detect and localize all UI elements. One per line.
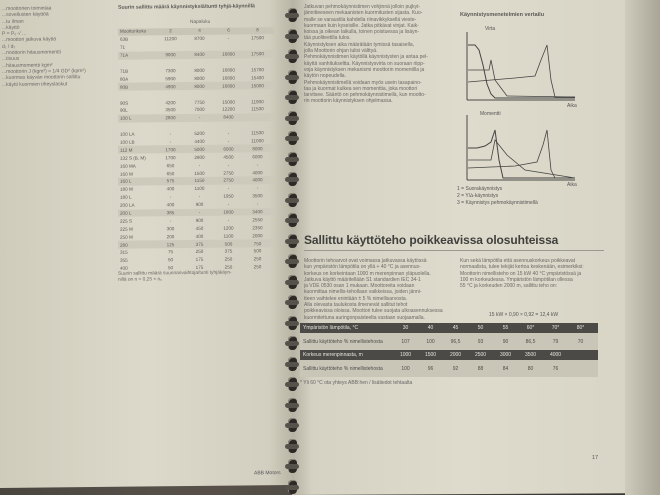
table-cell: 4200 <box>165 99 176 105</box>
table-cell: 250 <box>224 264 233 270</box>
text-line: ...kuormas käyvän moottorin sallittu <box>2 74 81 82</box>
table-cell: 1200 <box>223 225 234 231</box>
table-cell: 76 <box>552 365 559 372</box>
binding-coil <box>285 136 299 141</box>
table-cell: 16800 <box>222 67 235 73</box>
table-cell: 2900 <box>194 154 205 160</box>
table-cell: 70 <box>577 338 584 345</box>
table-cell: 750 <box>253 240 262 246</box>
table-cell: 90S <box>120 100 129 106</box>
table-cell: 1100 <box>223 233 234 239</box>
table-cell: 650 <box>166 170 175 176</box>
table-cell: 250 <box>253 256 262 262</box>
text-line: Moottorin tehoarvot ovat voimassa jatkuvassa käytössä <box>304 258 427 264</box>
table-cell: 100 <box>426 338 435 345</box>
alt-row-label: Sallittu käyttöteho % nimellistehosta <box>303 365 383 372</box>
intro-text <box>304 4 452 105</box>
table-col-label: Moottorikoko <box>120 28 147 34</box>
table-cell: 6000 <box>252 154 263 160</box>
table-cell: 7750 <box>194 99 205 105</box>
table-cell: 250 <box>224 256 233 263</box>
table-cell: 400 <box>195 233 204 239</box>
chart-bottom-ylabel: Momentti <box>480 111 501 117</box>
table-cell: 2800 <box>165 115 176 121</box>
text-line: tarvitsee. Sääntö on pehmokäynnistimellä, kun mootto- <box>304 92 426 99</box>
text-line: Alla olevasta taulukosta ilmenevät sallitut tehot <box>304 302 408 309</box>
table-cell: 17500 <box>251 35 264 41</box>
table-cell: 3500 <box>165 107 176 113</box>
table-cell: 575 <box>166 178 175 184</box>
binding-coil <box>285 300 299 305</box>
table-cell: 71B <box>120 68 129 74</box>
table-cell: 315 <box>120 250 128 256</box>
curve-stardelta-current <box>468 60 575 97</box>
table-cell: 16800 <box>222 83 235 89</box>
table-cell: 125 <box>166 241 175 247</box>
table-cell: 30 <box>402 325 409 331</box>
table-cell: 375 <box>195 241 204 247</box>
binding-coil <box>285 341 299 346</box>
table-cell: 3500 <box>252 193 263 199</box>
table-cell: 2500 <box>474 352 487 358</box>
table-cell: 2350 <box>252 225 263 231</box>
table-cell: 180 L <box>120 194 132 200</box>
table-cell: 1800 <box>223 209 234 215</box>
table-cell: 80 <box>527 365 534 372</box>
alt-columns <box>393 352 568 358</box>
table-cell: 200 LA <box>120 202 135 208</box>
table-cell: - <box>256 185 259 191</box>
alt-header-label: Korkeus merenpinnasta, m <box>303 352 363 358</box>
table-cell: 200 L <box>120 210 132 216</box>
table-cell: 4000 <box>252 169 263 175</box>
temp-row-label: Sallittu käyttöteho % nimellistehosta <box>303 338 383 345</box>
text-line: Pehmokäynnistimen käytöllä käynnistysten ja antaa pel- <box>304 54 428 61</box>
table-cell: 8700 <box>194 36 205 42</box>
table-cell: 8000 <box>194 83 205 89</box>
text-line: ...tisuus <box>2 56 20 63</box>
table-col-header: 8 <box>256 27 259 33</box>
table-body <box>118 34 274 272</box>
binding-coil <box>285 177 299 182</box>
table-cell: 70* <box>551 325 560 331</box>
table-cell: 1700 <box>165 147 176 153</box>
text-line: jännitteeseen mekaanisten kuormitusten sijasta. Kuo- <box>304 10 423 17</box>
table-cell: 88 <box>477 365 484 372</box>
table-cell: 96,5 <box>450 338 461 345</box>
table-cell: 355 <box>120 258 128 264</box>
table-cell: 400 <box>166 186 175 192</box>
table-cell: 5900 <box>165 76 176 82</box>
table-cell: - <box>198 209 201 215</box>
table-cell: 8000 <box>194 75 205 81</box>
table-cell: 2000 <box>449 352 462 358</box>
text-line: Jatkuva käyttö määritellään S1 standardien IEC 34-1 <box>304 276 421 283</box>
table-cell: - <box>198 194 201 200</box>
text-line: kun ympäristön lämpötila on yllä + 40 °C ja asennus- <box>304 264 421 271</box>
text-line: kuormaan kuin kyseisille. Jatka pitkävat vinjat. Kaik- <box>304 22 419 29</box>
table-cell: 400 <box>166 202 175 208</box>
table-cell: 50 <box>167 257 174 263</box>
binding-coil <box>285 95 299 100</box>
table-cell: 160 MA <box>120 163 136 169</box>
table-cell: 132 S (B, M) <box>120 155 146 161</box>
chart-legend-item: 3 = Käynnistys pehmokäynnistimellä <box>457 200 538 206</box>
table-cell: - <box>169 139 172 145</box>
text-line: 55 °C ja korkeuden 2000 m, sallittu teho on: <box>460 283 558 290</box>
table-cell: 11500 <box>251 106 264 112</box>
table-cell: 160 L <box>120 179 132 185</box>
chart-legend-item: 1 = Suorakäynnistys <box>457 186 503 192</box>
text-line: kuormittaa nimellis-tehollaan vaikkeissa, joiden jänni- <box>304 289 422 296</box>
table-cell: 40 <box>427 325 434 331</box>
table-cell: 50 <box>477 325 484 331</box>
next-page-edge <box>625 0 660 495</box>
text-line: Käynnistyksen aika määrätään tymissä tasaisella, <box>304 41 415 48</box>
table-cell: - <box>227 36 230 42</box>
table-cell: - <box>256 201 259 207</box>
binding-coil <box>285 54 299 59</box>
text-line: ...sovellusten käyttöä <box>2 11 49 19</box>
chart-title: Käynnistysmenetelmien vertailu <box>460 12 545 18</box>
table-col-header: 4 <box>198 27 201 33</box>
text-line: ...hitausmomentti kgm² <box>2 62 53 69</box>
conditions-text-right <box>460 258 600 289</box>
table-cell: 2750 <box>223 170 234 176</box>
table-cell: 3400 <box>252 209 263 215</box>
binding-coil <box>285 485 299 490</box>
binding-coil <box>285 259 299 264</box>
table-cell: 86,5 <box>525 338 536 345</box>
table-cell: 100 L <box>120 115 132 122</box>
table-group-header: Napaluku <box>190 19 211 26</box>
binding-coil <box>285 280 299 285</box>
text-line: Moottorin nimellisteho on 15 kW 40 °C ympäristössä ja <box>460 270 582 277</box>
text-line: ...tu ilman <box>2 18 24 25</box>
table-cell: 5000 <box>194 146 205 152</box>
text-line: ...käyttö <box>2 24 20 31</box>
table-cell: 1150 <box>194 178 205 184</box>
spiral-binding <box>282 0 302 495</box>
table-cell: 11500 <box>251 130 264 136</box>
table-footnote-line: Suurin sallittu määrä suunnanvaihtoja/tunti tyhjäkäyn- <box>118 270 232 277</box>
text-line: ...käytti kuormien tiheyslaskut <box>2 80 68 88</box>
table-cell: 1700 <box>165 154 176 161</box>
table-col-header: 2 <box>169 28 172 34</box>
temp-values-row <box>300 333 598 350</box>
table-cell: - <box>198 162 201 168</box>
binding-coil <box>285 444 299 449</box>
table-cell: 4000 <box>252 177 263 183</box>
table-cell: 100 <box>401 365 410 372</box>
table-cell: 1950 <box>223 193 234 199</box>
table-cell: 45 <box>452 325 459 331</box>
table-cell: 55 <box>502 325 509 331</box>
table-cell: 2550 <box>252 217 263 223</box>
table-cell: - <box>227 130 230 136</box>
table-cell: 4500 <box>223 154 234 160</box>
table-cell: 900 <box>195 217 204 223</box>
table-cell: 8400 <box>223 114 234 121</box>
binding-coil <box>285 362 299 367</box>
table-cell: 100 LA <box>120 131 135 137</box>
left-page <box>0 0 292 488</box>
table-cell: 96 <box>427 365 434 372</box>
table-cell: - <box>169 131 172 137</box>
table-cell: 1500 <box>424 352 437 358</box>
table-cell: 60* <box>526 325 535 331</box>
text-line: d₁ / d₂ <box>2 43 16 50</box>
table-cell: 15400 <box>251 75 264 81</box>
binding-coil <box>285 34 299 39</box>
table-cell: 300 <box>166 225 175 232</box>
table-cell: 385 <box>166 210 175 216</box>
table-cell: - <box>169 218 172 224</box>
binding-coil <box>285 75 299 80</box>
table-cell: 63B <box>120 37 129 43</box>
table-cell: - <box>227 162 230 168</box>
binding-coil <box>285 403 299 408</box>
start-frequency-table <box>118 27 274 272</box>
page-number: 17 <box>592 455 599 461</box>
alt-values-row <box>300 360 598 377</box>
text-line: taa ja kuormat kulkea sen momenttia, joka moottori <box>304 85 418 92</box>
derating-table <box>300 323 598 377</box>
table-cell: 15000 <box>251 83 264 89</box>
table-cell: - <box>169 194 172 200</box>
table-cell: 2000 <box>252 232 263 239</box>
section-divider <box>304 250 604 251</box>
table-cell: 12200 <box>222 106 235 113</box>
binding-coil <box>285 239 299 244</box>
text-line: tteen vaihtelee enintään ± 5 % nimellisarvosta. <box>304 295 408 302</box>
temp-columns <box>393 325 593 331</box>
curve-stardelta-torque <box>468 140 575 178</box>
text-line: poikkeavissa oloissa. Moottori tulee suojata ulkoasennuksessa <box>304 308 443 315</box>
text-line: ...moottorin J (kgm²) = 1/4 GD² (kpm²) <box>2 68 86 75</box>
table-cell: 100 LB <box>120 139 135 145</box>
text-line: tää puoliteetilla tulos. <box>304 35 351 42</box>
text-line: ...noottorin hitausmomentti <box>2 49 61 57</box>
text-line: ja VDE 0530 osan 1 mukaan. Moottoreita voidaan <box>304 283 415 290</box>
text-line: koissa ja oikean laikulla, toinen poistuessa ja lisäyn- <box>304 29 420 36</box>
table-cell: 90L <box>120 108 128 114</box>
text-line: Kun sekä lämpötila että asennuskorkeus poikkeavat <box>460 258 576 264</box>
table-note: * Yli 60 °C ota yhteys ABB:hen / lisätiedot tehtaalta <box>300 380 413 386</box>
table-cell: 375 <box>224 249 233 255</box>
text-line: Pehmokäynnistimellä voidaan myös usein tasapaino- <box>304 79 422 86</box>
table-title: Suurin sallittu määrä käynnistyksiä/tunti tyhjä-käynnillä <box>118 3 255 11</box>
table-cell: 80B <box>120 84 129 90</box>
table-cell: 5200 <box>194 130 205 137</box>
table-cell: 8000 <box>252 146 263 152</box>
table-cell: 400 <box>120 265 128 272</box>
binding-coil <box>285 382 299 387</box>
table-cell: 15700 <box>251 67 264 73</box>
text-line: jolla Moottorin ohjan tulisi välttyä. <box>304 48 378 55</box>
conditions-text-left <box>304 258 452 321</box>
table-cell: 11200 <box>164 36 177 42</box>
table-cell: - <box>227 201 230 207</box>
table-cell: 225 M <box>120 226 133 232</box>
text-line: ...moottorien toimintaa <box>2 5 52 12</box>
table-cell: 8400 <box>194 52 205 58</box>
binding-coil <box>285 321 299 326</box>
binding-coil <box>285 157 299 162</box>
table-cell: 79 <box>552 338 559 345</box>
table-cell: 3500 <box>524 352 537 358</box>
table-cell: 9000 <box>165 52 176 58</box>
table-cell: 15000 <box>222 99 235 105</box>
binding-coil <box>285 218 299 223</box>
table-cell: 80* <box>576 325 585 331</box>
text-line: rin moottorin käynnistyksen ohjelmassa. <box>304 98 393 105</box>
table-cell: 500 <box>253 248 262 254</box>
curve-soft-torque <box>468 130 575 178</box>
text-line: kuormitettuna auringonpaisteelta vastaan suojaamalla. <box>304 314 425 321</box>
alt-header-row <box>300 350 598 360</box>
table-cell: 17500 <box>251 51 264 57</box>
text-line: normaalista, tulee tekijät kertoa keskenään, esimerkiksi: <box>460 264 584 271</box>
text-line: käyttä vanhitukseltta. Käynnistysvirta on suoraan riipp- <box>304 60 425 67</box>
curve-direct-current <box>468 45 575 98</box>
chart-top-xlabel: Aika <box>567 103 577 109</box>
left-margin-text <box>2 5 110 88</box>
table-cell: 92 <box>452 365 459 372</box>
table-cell: 7000 <box>194 107 205 113</box>
table-cell: 112 M <box>120 147 133 153</box>
table-cell: 175 <box>195 257 204 263</box>
text-line: malle se varaustila kahdella riinavikkyksellä vieste- <box>304 16 417 23</box>
table-cell: 71 <box>120 45 126 51</box>
table-cell: 4000 <box>549 352 562 358</box>
table-cell: 280 <box>120 242 128 248</box>
table-cell: 650 <box>166 162 175 168</box>
table-cell: 107 <box>401 338 410 345</box>
binding-coil <box>285 116 299 121</box>
temp-header-row <box>300 323 598 333</box>
binding-coil <box>285 423 299 428</box>
table-cell: 4900 <box>165 83 176 90</box>
table-cell: 500 <box>224 241 233 247</box>
table-cell: 6000 <box>223 146 234 152</box>
page-footer-brand: ABB Motors <box>254 470 281 477</box>
text-line: voja käynnistyksen mekanismi moottorin momentilla ja <box>304 66 425 73</box>
table-cell: 93 <box>477 338 484 345</box>
table-cell: 4400 <box>194 138 205 144</box>
table-cell: 225 S <box>120 218 133 224</box>
binding-coil <box>285 13 299 18</box>
table-cell: 180 M <box>120 186 133 193</box>
text-line: 100 m korkeudessa. Ympäristön lämpötilan ollessa <box>460 276 573 283</box>
binding-coil <box>285 198 299 203</box>
text-line: ...moottori jatkuva käyttö <box>2 36 57 44</box>
table-cell: 1000 <box>399 352 412 358</box>
table-cell: 250 <box>195 249 204 255</box>
table-cell: 250 <box>253 264 262 270</box>
table-cell: 16800 <box>222 51 235 57</box>
table-cell: 80A <box>120 76 129 82</box>
table-cell: 7300 <box>165 68 176 74</box>
text-line: P = P₀·√ ... <box>2 30 27 38</box>
start-methods-chart <box>455 20 595 220</box>
curve-direct-torque <box>468 130 575 178</box>
table-footnotes <box>118 271 232 285</box>
table-cell: - <box>256 161 259 167</box>
alt-values <box>393 366 568 372</box>
table-cell: - <box>227 138 230 144</box>
table-col-header: 6 <box>227 27 230 33</box>
temp-header-label: Ympäristön lämpötila, °C <box>303 325 359 331</box>
table-cell: 160 M <box>120 171 133 177</box>
table-cell: 75 <box>167 249 174 255</box>
text-line: käytön nopeudella. <box>304 73 346 80</box>
derating-formula: 15 kW × 0,90 × 0,92 = 12,4 kW <box>489 312 559 318</box>
section-title: Sallittu käyttöteho poikkeavissa olosuhteissa <box>304 233 559 247</box>
table-cell: 175 <box>195 265 204 271</box>
table-cell: 71A <box>120 52 129 58</box>
text-line: Jatkuvan pehmokäynnistimen vohjinnä jolloin pujkyt- <box>304 4 421 10</box>
table-cell: - <box>227 217 230 223</box>
table-cell: 450 <box>195 225 204 231</box>
table-cell: 11900 <box>251 98 264 104</box>
table-cell: 2750 <box>223 178 234 184</box>
table-footnote-line: nillä on n = 0,25 × n₀ <box>118 277 163 284</box>
table-cell: 11000 <box>251 138 264 144</box>
temp-values <box>393 339 593 345</box>
chart-top-ylabel: Virta <box>485 26 496 32</box>
chart-legend-item: 2 = Y/∆-käynnistys <box>457 193 499 199</box>
table-cell: 90 <box>502 338 509 345</box>
table-cell: 50 <box>167 265 174 271</box>
table-cell: 84 <box>502 365 509 372</box>
table-cell: 900 <box>195 202 204 208</box>
table-cell: 200 <box>166 233 175 239</box>
table-cell: 3000 <box>499 352 512 358</box>
text-line: korkeus on korkeintaan 1000 m merenpinnan yläpuolella. <box>304 270 431 277</box>
table-cell: 1500 <box>194 170 205 176</box>
table-cell: 250 M <box>120 234 133 240</box>
table-cell: 8000 <box>194 67 205 73</box>
table-cell: - <box>198 115 201 121</box>
table-cell: 16800 <box>222 75 235 81</box>
table-cell: 1100 <box>194 186 205 192</box>
table-cell: - <box>227 185 230 191</box>
binding-coil <box>285 464 299 469</box>
chart-bottom-xlabel: Aika <box>567 182 577 188</box>
